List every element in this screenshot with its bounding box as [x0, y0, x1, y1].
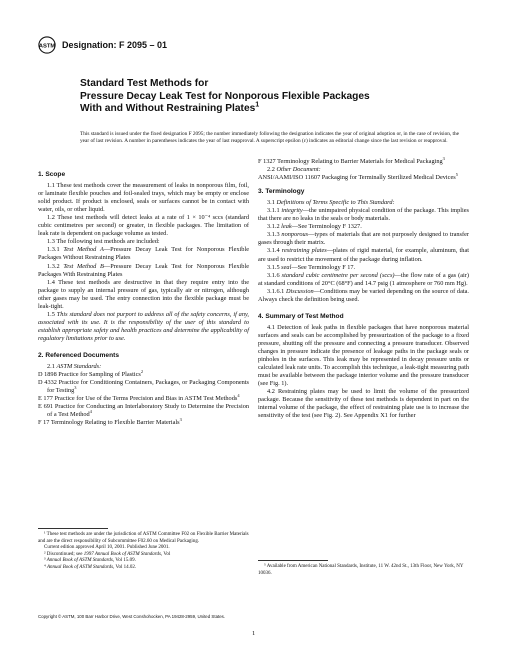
paragraph-1-5: 1.5 This standard does not purport to address all of the safety concerns, if any, associated with its use. It is the responsibility of the user of this standard to establish appropriate safety and health practices and determine the applicability of regulatory limitations prior to use.	[38, 310, 249, 342]
title-line-2: Pressure Decay Leak Test for Nonporous Flexible Packages	[80, 90, 370, 102]
right-footnotes	[258, 564, 469, 577]
footnote-3: ³ Annual Book of ASTM Standards, Vol 15.09.	[44, 558, 136, 563]
title-line-3: With and Without Restraining Plates	[80, 103, 256, 114]
left-column	[38, 168, 249, 427]
paragraph-2-1: 2.1 ASTM Standards:	[47, 363, 102, 371]
paragraph-1-4: 1.4 These test methods are destructive in that they require entry into the package to supply an internal pressure of gas, typically air or nitrogen, although other gases may be used. The entry connection into the flexible package must be leak-tight.	[38, 278, 249, 310]
section-heading-terminology: 3. Terminology	[258, 188, 305, 196]
paragraph-3-1-6-1: 3.1.6.1 Discussion—Conditions may be varied depending on the source of data. Always check the definition being used.	[258, 287, 469, 303]
reference-d4332: D 4332 Practice for Conditioning Containers, Packages, or Packaging Components for Testing$^3$	[38, 379, 249, 395]
left-footnotes	[38, 532, 249, 571]
reference-d1898: D 1898 Practice for Sampling of Plastics$^2$	[38, 368, 144, 379]
paragraph-1-2: 1.2 These test methods will detect leaks at a rate of 1 × 10⁻⁴ sccs (standard cubic centimetres per second) or greater, in flexible packages. The limitation of leak rate is dependent on package volume as tested.	[38, 214, 249, 238]
paragraph-3-1-4: 3.1.4 restraining plates—plates of rigid material, for example, aluminum, that are used to restrict the movement of the package during inflation.	[258, 247, 469, 263]
footnote-2: ² Discontinued; see 1997 Annual Book of ASTM Standards, Vol	[44, 551, 171, 557]
section-heading-summary: 4. Summary of Test Method	[258, 312, 344, 320]
paragraph-4-1: 4.1 Detection of leak paths in flexible packages that have nonporous material surfaces and seals can be accomplished by pressurization of the package to a fixed pressure, shutting off the pressure and connecting a pressure transducer. Observed changes in pressure indicate the presence of leakage paths in the package seals or pinholes in the surfaces. This leak may be represented in decay pressure units or calculated leak rate units. To accomplish this technique, a leak-tight measuring path must be available between the package interior volume and the pressure transducer (see Fig. 1).	[258, 323, 469, 388]
paragraph-3-1: 3.1 Definitions of Terms Specific to This Standard:	[267, 199, 395, 207]
svg-text:ASTM: ASTM	[38, 43, 56, 50]
reference-e691: E 691 Practice for Conducting an Interlaboratory Study to Determine the Precision of a Test Method$^4$	[38, 403, 249, 419]
paragraph-1-3: 1.3 The following test methods are included:	[47, 238, 160, 246]
paragraph-1-1: 1.1 These test methods cover the measurement of leaks in nonporous film, foil, or laminate flexible pouches and foil-sealed trays, which may be empty or enclose solid product. If product is enclosed, seals or surfaces cannot be in contact with water, oils, or other liquid.	[38, 182, 249, 214]
paragraph-4-2: 4.2 Restraining plates may be used to limit the volume of the pressurized package. Because the sensitivity of these test methods is dependent in part on the internal volume of the package, the effect of restraining plate use is to increase the sensitivity of the test (see Fig. 2). See Appendix X1 for further	[258, 388, 469, 420]
paragraph-3-1-3: 3.1.3 nonporous—types of materials that are not purposely designed to transfer gases through their matrix.	[258, 231, 469, 247]
paragraph-2-2: 2.2 Other Document:	[267, 166, 321, 174]
footnote-rule-right	[258, 560, 328, 561]
reference-f17: F 17 Terminology Relating to Flexible Barrier Materials$^3$	[38, 417, 182, 427]
paragraph-3-1-6: 3.1.6 standard cubic centimetre per second (sccs)—the flow rate of a gas (air) at standard conditions of 20°C (68°F) and 14.7 psig (1 atmosphere or 760 mm Hg).	[258, 271, 469, 287]
right-column	[258, 155, 469, 420]
paragraph-3-1-1: 3.1.1 integrity—the unimpaired physical condition of the package. This implies that there are no leaks in the seals or body materials.	[258, 207, 469, 223]
footnote-1-edition: Current edition approved April 10, 2001. Published June 2001.	[44, 545, 170, 550]
copyright-notice: Copyright © ASTM, 100 Barr Harbor Drive, West Conshohocken, PA 19428-2959, United States.	[38, 614, 226, 619]
paragraph-1-3-1: 1.3.1 Test Method A—Pressure Decay Leak Test for Nonporous Flexible Packages Without Restraining Plates	[38, 246, 249, 262]
astm-logo-icon	[38, 36, 56, 54]
title-line-1: Standard Test Methods for	[80, 78, 209, 89]
reference-e177: E 177 Practice for Use of the Terms Precision and Bias in ASTM Test Methods$^4$	[38, 393, 240, 403]
footnote-5: ⁵ Available from American National Standards, Institute, 11 W. 42nd St., 13th Floor, New York, NY 10036.	[258, 564, 464, 576]
reference-f1327: F 1327 Terminology Relating to Barrier Materials for Medical Packaging$^3$	[258, 155, 445, 165]
paragraph-3-1-2: 3.1.2 leak—See Terminology F 1327.	[267, 223, 362, 231]
footnote-1: ¹ These test methods are under the jurisdiction of ASTM Committee F02 on Flexible Barrier Materials and are the direct responsibility of Subcommittee F02.60 on Medical Packaging.	[38, 532, 249, 544]
document-header	[38, 36, 167, 54]
footnote-4: ⁴ Annual Book of ASTM Standards, Vol 14.02.	[44, 564, 137, 570]
paragraph-1-3-2: 1.3.2 Test Method B—Pressure Decay Leak Test for Nonporous Flexible Packages With Restraining Plates	[38, 262, 249, 278]
section-heading-scope: 1. Scope	[38, 171, 66, 178]
reference-ansi-aami-iso-11607: ANSI/AAMI/ISO 11607 Packaging for Terminally Sterilized Medical Devices$^5$	[258, 172, 458, 182]
document-title	[80, 78, 480, 116]
footnote-rule-left	[38, 528, 108, 529]
paragraph-3-1-5: 3.1.5 seal—See Terminology F 17.	[267, 263, 356, 271]
section-heading-referenced-documents: 2. Referenced Documents	[38, 351, 119, 359]
title-footnote-ref: 1	[255, 100, 260, 109]
issuance-note: This standard is issued under the fixed designation F 2095; the number immediately following the designation indicates the year of original adoption or, in the case of revision, the year of last revision. A number in parentheses indicates the year of last reapproval. A superscript epsilon (ε) indicates an editorial change since the last revision or reapproval.	[80, 131, 460, 145]
page-number: 1	[252, 630, 256, 637]
designation: Designation: F 2095 – 01	[62, 40, 168, 50]
